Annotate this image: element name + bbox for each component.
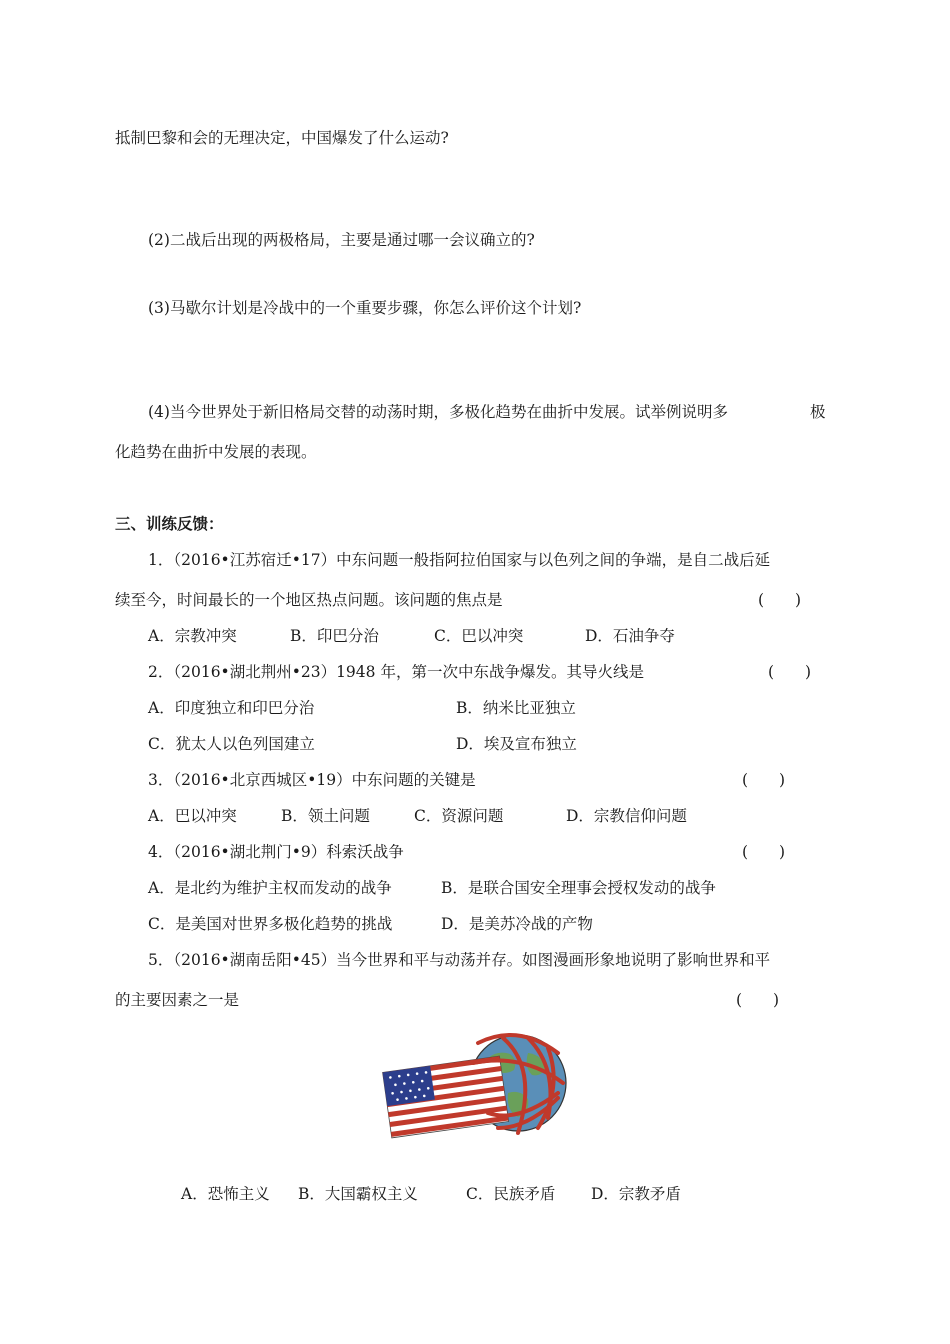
item-4-option-a[interactable]: A．是北约为维护主权而发动的战争 — [148, 879, 392, 897]
item-5-option-b[interactable]: B．大国霸权主义 — [298, 1185, 418, 1203]
item-5-stem-line2: 的主要因素之一是 — [115, 991, 240, 1009]
question-4-line1: (4)当今世界处于新旧格局交替的动荡时期，多极化趋势在曲折中发展。试举例说明多 — [148, 403, 728, 421]
question-3: (3)马歇尔计划是冷战中的一个重要步骤，你怎么评价这个计划? — [148, 299, 582, 317]
item-5-option-c[interactable]: C．民族矛盾 — [466, 1185, 556, 1203]
item-3-option-c[interactable]: C．资源问题 — [414, 807, 504, 825]
question-2: (2)二战后出现的两极格局，主要是通过哪一会议确立的? — [148, 231, 535, 249]
item-4-option-b[interactable]: B．是联合国安全理事会授权发动的战争 — [441, 879, 716, 897]
cartoon-flag-globe-image — [378, 1023, 578, 1148]
item-2-stem: 2．（2016•湖北荆州•23）1948 年，第一次中东战争爆发。其导火线是 — [148, 663, 644, 681]
item-1-option-b[interactable]: B．印巴分治 — [290, 627, 379, 645]
item-4-option-c[interactable]: C．是美国对世界多极化趋势的挑战 — [148, 915, 393, 933]
item-3-answer-bracket[interactable]: ( ) — [742, 771, 786, 789]
section-title: 三、训练反馈： — [115, 515, 224, 533]
item-3-stem: 3．（2016•北京西城区•19）中东问题的关键是 — [148, 771, 476, 789]
item-4-answer-bracket[interactable]: ( ) — [742, 843, 786, 861]
item-3-option-a[interactable]: A．巴以冲突 — [148, 807, 237, 825]
item-1-stem-line1: 1．（2016•江苏宿迁•17）中东问题一般指阿拉伯国家与以色列之间的争端，是自二战后延 — [148, 551, 771, 569]
item-5-option-a[interactable]: A．恐怖主义 — [181, 1185, 270, 1203]
item-4-stem: 4．（2016•湖北荆门•9）科索沃战争 — [148, 843, 404, 861]
question-1-tail: 抵制巴黎和会的无理决定，中国爆发了什么运动? — [115, 129, 449, 147]
item-1-answer-bracket[interactable]: ( ) — [758, 591, 802, 609]
item-3-option-d[interactable]: D．宗教信仰问题 — [566, 807, 687, 825]
item-1-stem-line2: 续至今，时间最长的一个地区热点问题。该问题的焦点是 — [115, 591, 503, 609]
item-2-option-a[interactable]: A．印度独立和印巴分治 — [148, 699, 315, 717]
item-4-option-d[interactable]: D．是美苏冷战的产物 — [441, 915, 593, 933]
item-1-option-c[interactable]: C．巴以冲突 — [434, 627, 524, 645]
item-2-option-b[interactable]: B．纳米比亚独立 — [456, 699, 576, 717]
item-3-option-b[interactable]: B．领土问题 — [281, 807, 370, 825]
item-5-answer-bracket[interactable]: ( ) — [736, 991, 780, 1009]
item-2-option-c[interactable]: C．犹太人以色列国建立 — [148, 735, 315, 753]
question-4-line2: 化趋势在曲折中发展的表现。 — [115, 443, 317, 461]
item-5-stem-line1: 5．（2016•湖南岳阳•45）当今世界和平与动荡并存。如图漫画形象地说明了影响世界和平 — [148, 951, 771, 969]
item-5-option-d[interactable]: D．宗教矛盾 — [591, 1185, 681, 1203]
item-1-option-a[interactable]: A．宗教冲突 — [148, 627, 237, 645]
item-2-option-d[interactable]: D．埃及宣布独立 — [456, 735, 577, 753]
item-1-option-d[interactable]: D．石油争夺 — [585, 627, 675, 645]
question-4-line1-tail: 极 — [810, 403, 826, 421]
item-2-answer-bracket[interactable]: ( ) — [768, 663, 812, 681]
